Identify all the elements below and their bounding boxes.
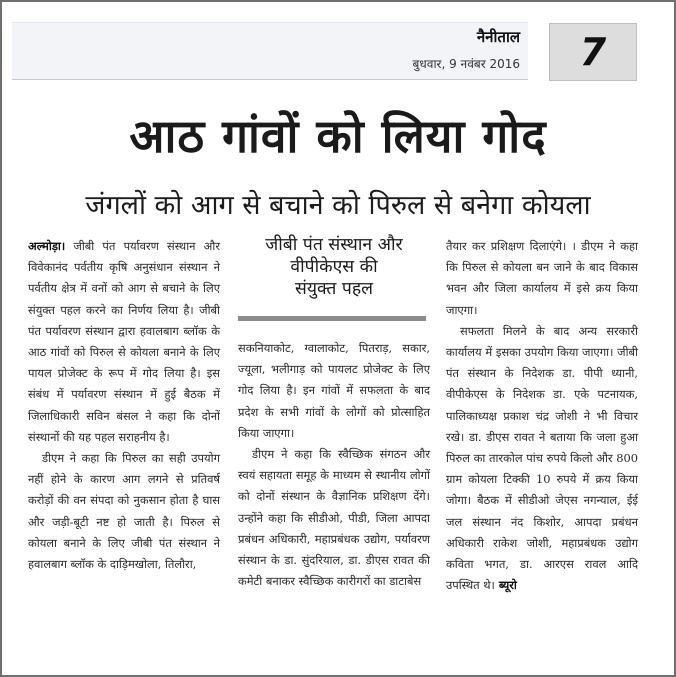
article-subheadline: जंगलों को आग से बचाने को पिरुल से बनेगा कोयला xyxy=(85,190,591,221)
article-column-3 xyxy=(446,236,638,596)
pull-quote-line: संयुक्त पहल xyxy=(295,279,373,299)
paragraph: तैयार कर प्रशिक्षण दिलाएंगे। । डीएम ने कहा कि पिरुल से कोयला बन जाने के बाद विकास भवन और जिला कार्यालय में इसे क्रय किया जाएगा। xyxy=(446,239,638,317)
edition-date: बुधवार, 9 नवंबर 2016 xyxy=(412,57,520,71)
paragraph: सकनियाकोट, ग्वालाकोट, पितराड़, सकार, ज्यूला, भलीगाड़ को पायलट प्रोजेक्ट के लिए गोद लिया है। इन गांवों में सफलता के बाद प्रदेश के सभी गांवों के लोगों को प्रोत्साहित किया जाएगा। xyxy=(238,341,430,440)
article-column-2 xyxy=(238,338,430,592)
paragraph-text: सफलता मिलने के बाद अन्य सरकारी कार्यालय में इसका उपयोग किया जाएगा। जीबी पंत संस्थान के निदेशक डा. पीपी ध्यानी, वीपीकेएस के निदेशक डा. एके पटनायक, पालिकाध्यक्ष प्रकाश चंद्र जोशी ने भी विचार रखे। डा. डीएस रावत ने बताया कि जला हुआ पिरुल का तारकोल पांच रुपये किलो और 800 ग्राम कोयला टिक्की 10 रुपये में क्रय किया जोगा। बैठक में सीडीओ जेएस नगन्याल, ईई जल संस्थान नंद किशोर, आपदा प्रबंधन अधिकारी राकेश जोशी, महाप्रबंधक उद्योग कविता भगत, डा. आरएस रावल आदि उपस्थित थे। xyxy=(446,323,638,593)
article-headline: आठ गांवों को लिया गोद xyxy=(129,109,547,163)
dateline: अल्मोड़ा। xyxy=(28,239,66,253)
pull-quote-divider xyxy=(238,316,426,321)
pull-quote xyxy=(238,234,430,300)
masthead-band xyxy=(12,22,528,80)
article-column-1 xyxy=(28,236,220,575)
paragraph: डीएम ने कहा कि पिरुल का सही उपयोग नहीं होने के कारण आग लगने से प्रतिवर्ष करोड़ों की वन संपदा को नुकसान होता है घास और जड़ी-बूटी नष्ट हो जाती है। पिरुल से कोयला बनाने के लिए जीबी पंत संस्थान ने हवालबाग ब्लॉक के दाड़िमखोला, तिलौरा, xyxy=(28,451,220,572)
page-number: 7 xyxy=(549,23,637,81)
paragraph: डीएम ने कहा कि स्वैच्छिक संगठन और स्वयं सहायता समूह के माध्यम से स्थानीय लोगों को दोनों संस्थान के वैज्ञानिक प्रशिक्षण देंगे। उन्होंने कहा कि सीडीओ, पीडी, जिला आपदा प्रबंधन अधिकारी, महाप्रबंधक उद्योग, पर्यावरण संस्थान के डा. सुंदरियाल, डा. डीएस रावत की कमेटी बनाकर स्वैच्छिक कारीगरों का डाटाबेस xyxy=(238,447,430,589)
pull-quote-line: वीपीकेएस की xyxy=(290,257,378,277)
paragraph-text: जीबी पंत पर्यावरण संस्थान और विवेकानंद पर्वतीय कृषि अनुसंधान संस्थान ने पर्वतीय क्षेत्र में वनों को आग से बचाने के लिए संयुक्त पहल करने का निर्णय लिया है। जीबी पंत पर्यावरण संस्थान द्वारा हवालबाग ब्लॉक के आठ गांवों को पिरुल से कोयला बनाने के लिए पायल प्रोजेक्ट के रूप में गोद लिया है। इस संबंध में पर्यावरण संस्थान में हुई बैठक में जिलाधिकारी सविन बंसल ने कहा कि दोनों संस्थानों की यह पहल सराहनीय है। xyxy=(28,239,220,444)
pull-quote-line: जीबी पंत संस्थान और xyxy=(265,235,403,255)
edition-city: नैनीताल xyxy=(476,28,520,46)
byline: ब्यूरो xyxy=(494,578,517,593)
paragraph xyxy=(446,321,638,597)
paragraph xyxy=(28,236,220,448)
